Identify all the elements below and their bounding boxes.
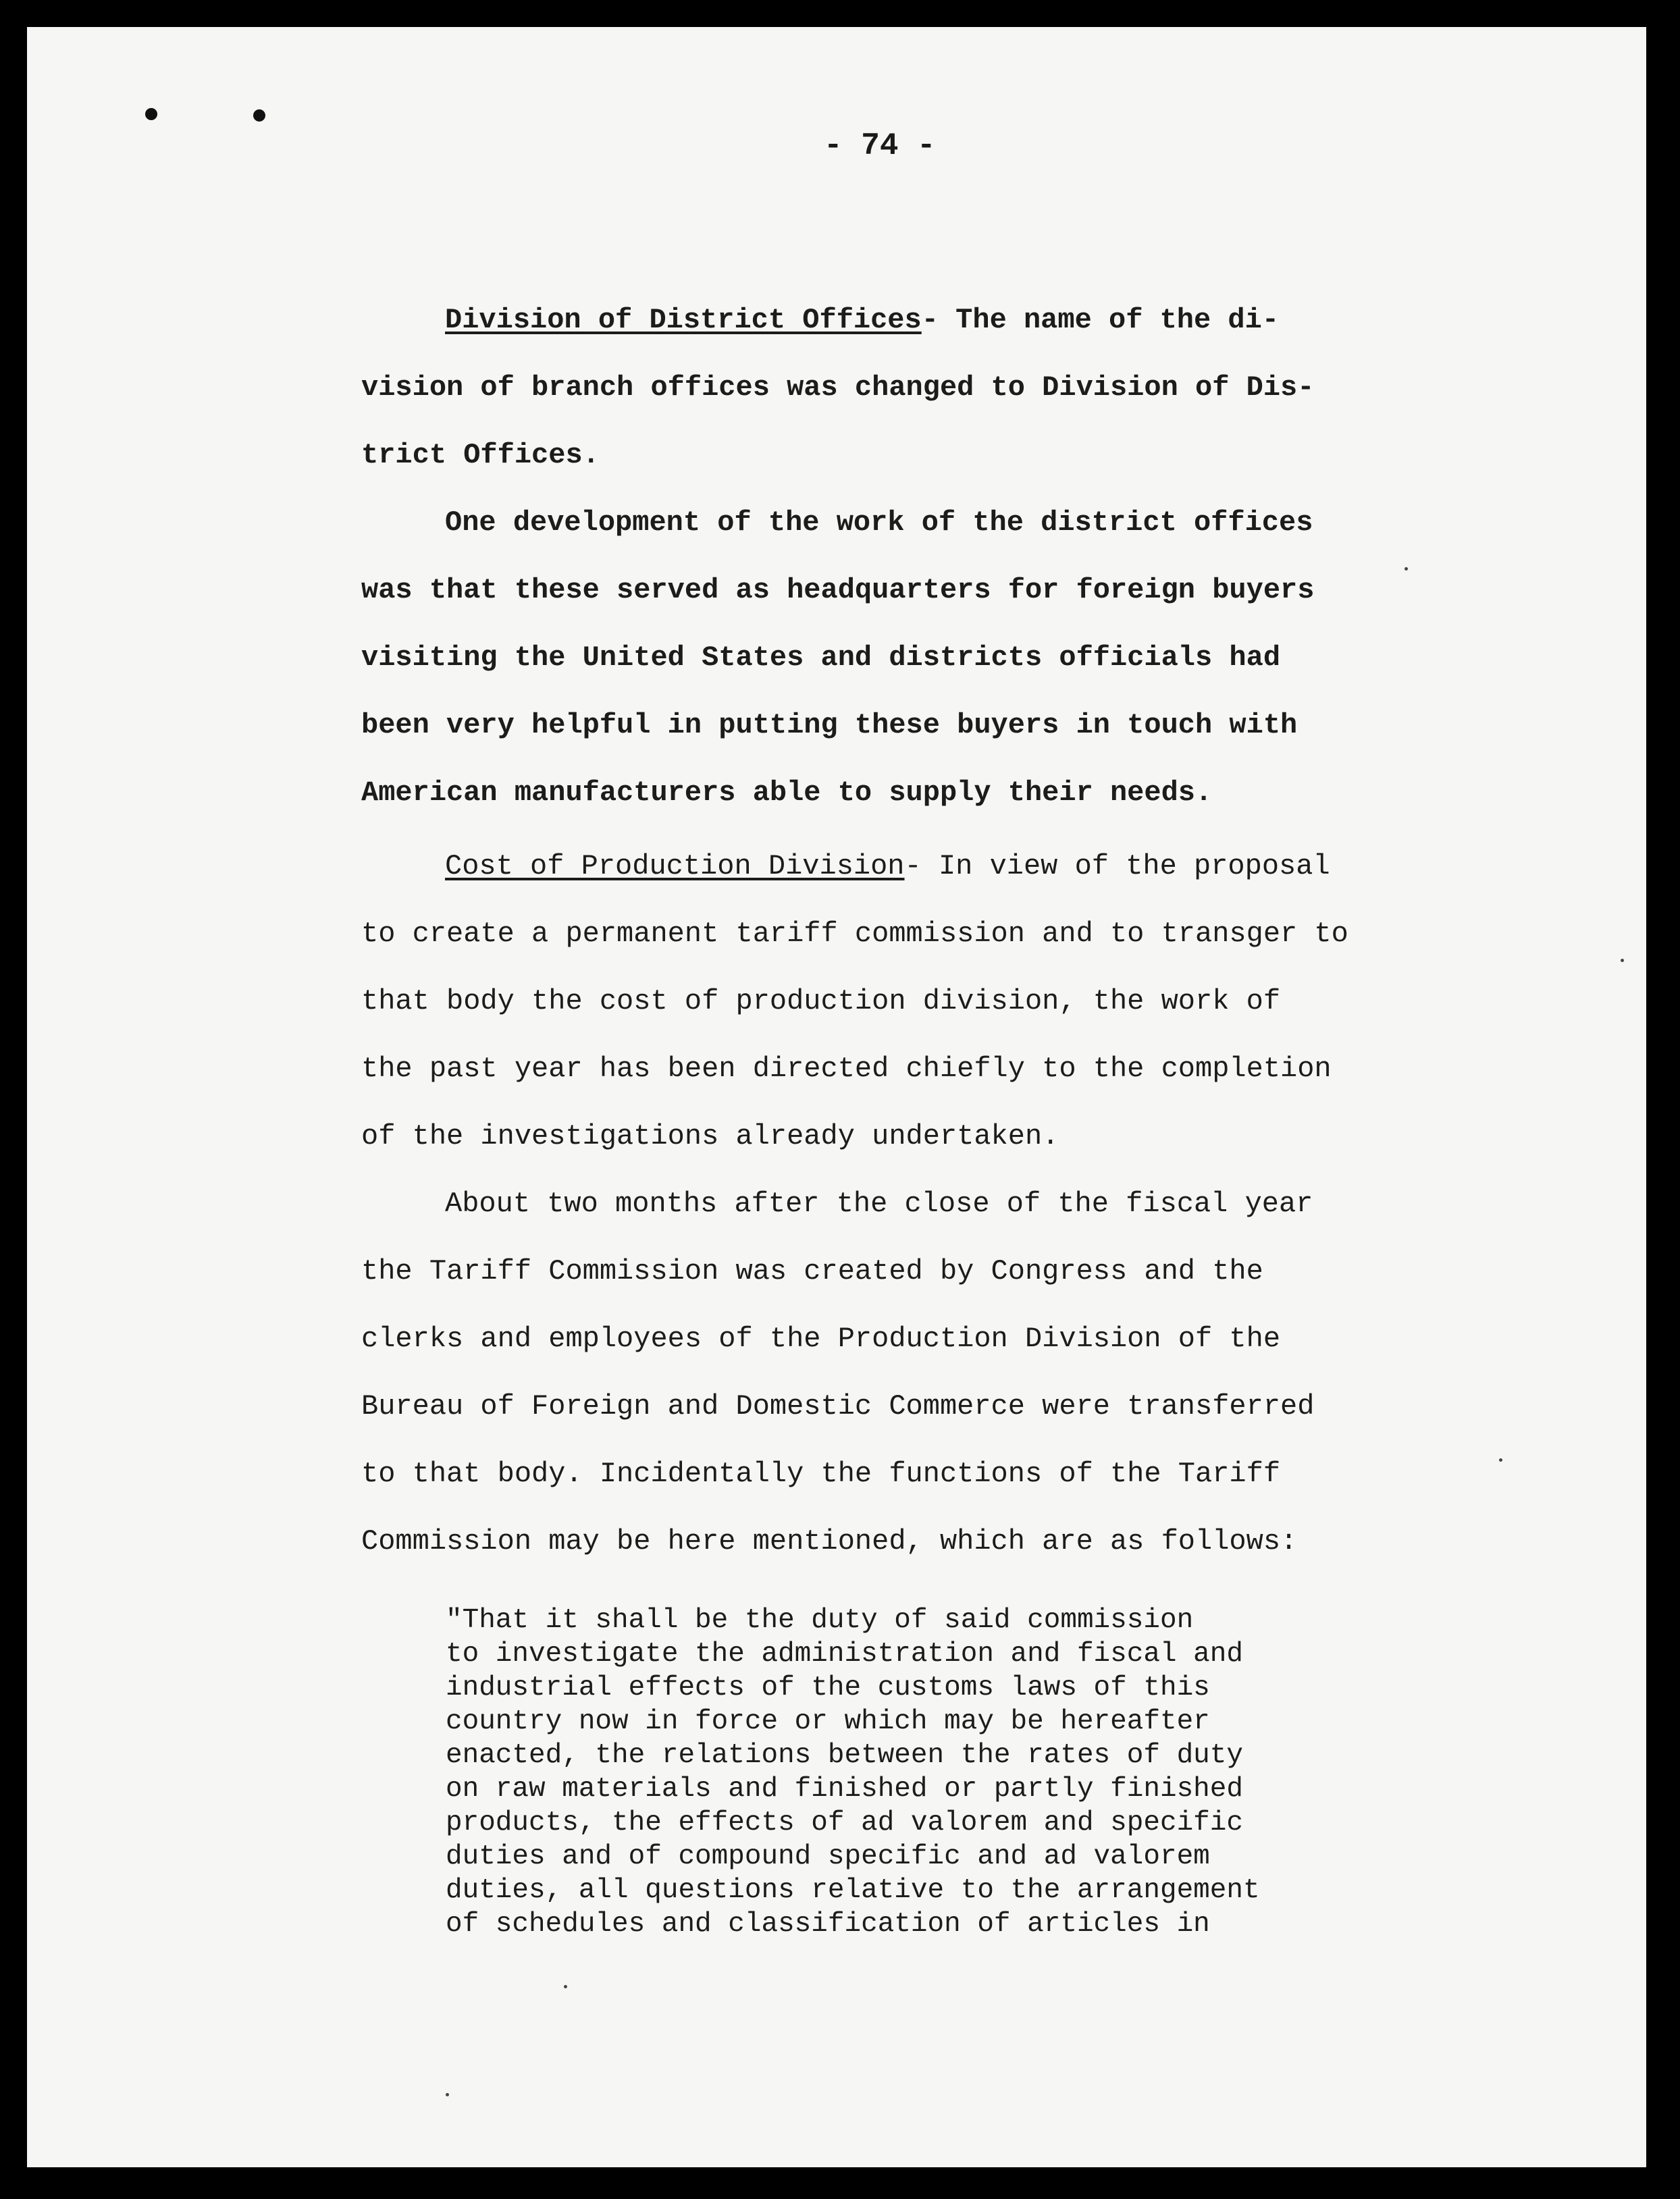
section-heading: Cost of Production Division xyxy=(445,850,905,882)
paper-speck xyxy=(1621,959,1624,962)
punch-hole-mark xyxy=(145,108,157,120)
heading-dash: - xyxy=(921,304,939,336)
document-page xyxy=(27,27,1646,2167)
paper-speck xyxy=(1405,567,1408,571)
section-cost-of-production xyxy=(361,832,1415,1575)
paper-speck xyxy=(446,2093,449,2096)
paragraph: About two months after the close of the fiscal year the Tariff Commission was created by Congress and the clerks and employees of the Production Division of the Bureau of Foreign and Domestic Commerce were transferred to that body. Incidentally the functions of the Tariff Commission may be here mentioned, which are as follows: xyxy=(361,1188,1315,1558)
paragraph-text: In view of the proposal to create a permanent tariff commission and to transger to that body the cost of production division, the work of the past year has been directed chiefly to the completion of the investigations already undertaken. xyxy=(361,850,1348,1153)
paper-speck xyxy=(1499,1458,1502,1462)
paragraph: One development of the work of the district offices was that these served as headquarters for foreign buyers visiting the United States and districts officials had been very helpful in putting these buyers in touch with American manufacturers able to supply their needs. xyxy=(361,506,1315,809)
heading-dash: - xyxy=(904,850,922,882)
section-heading: Division of District Offices xyxy=(445,304,922,336)
punch-hole-mark xyxy=(253,109,265,122)
paper-speck xyxy=(564,1985,567,1988)
section-district-offices xyxy=(361,286,1415,826)
page-number: - 74 - xyxy=(824,128,936,163)
paragraph xyxy=(361,286,1415,489)
paragraph xyxy=(361,832,1415,1170)
paragraph-text: The name of the di- vision of branch offices was changed to Division of Dis- trict Offices. xyxy=(361,304,1315,471)
block-quotation: "That it shall be the duty of said commission to investigate the administration and fiscal and industrial effects of the customs laws of this country now in force or which may be hereafter enacted, the relations between the rates of duty on raw materials and finished or partly finished products, the effects of ad valorem and specific duties and of compound specific and ad valorem duties, all questions relative to the arrangement of schedules and classification of articles in xyxy=(446,1605,1260,1940)
